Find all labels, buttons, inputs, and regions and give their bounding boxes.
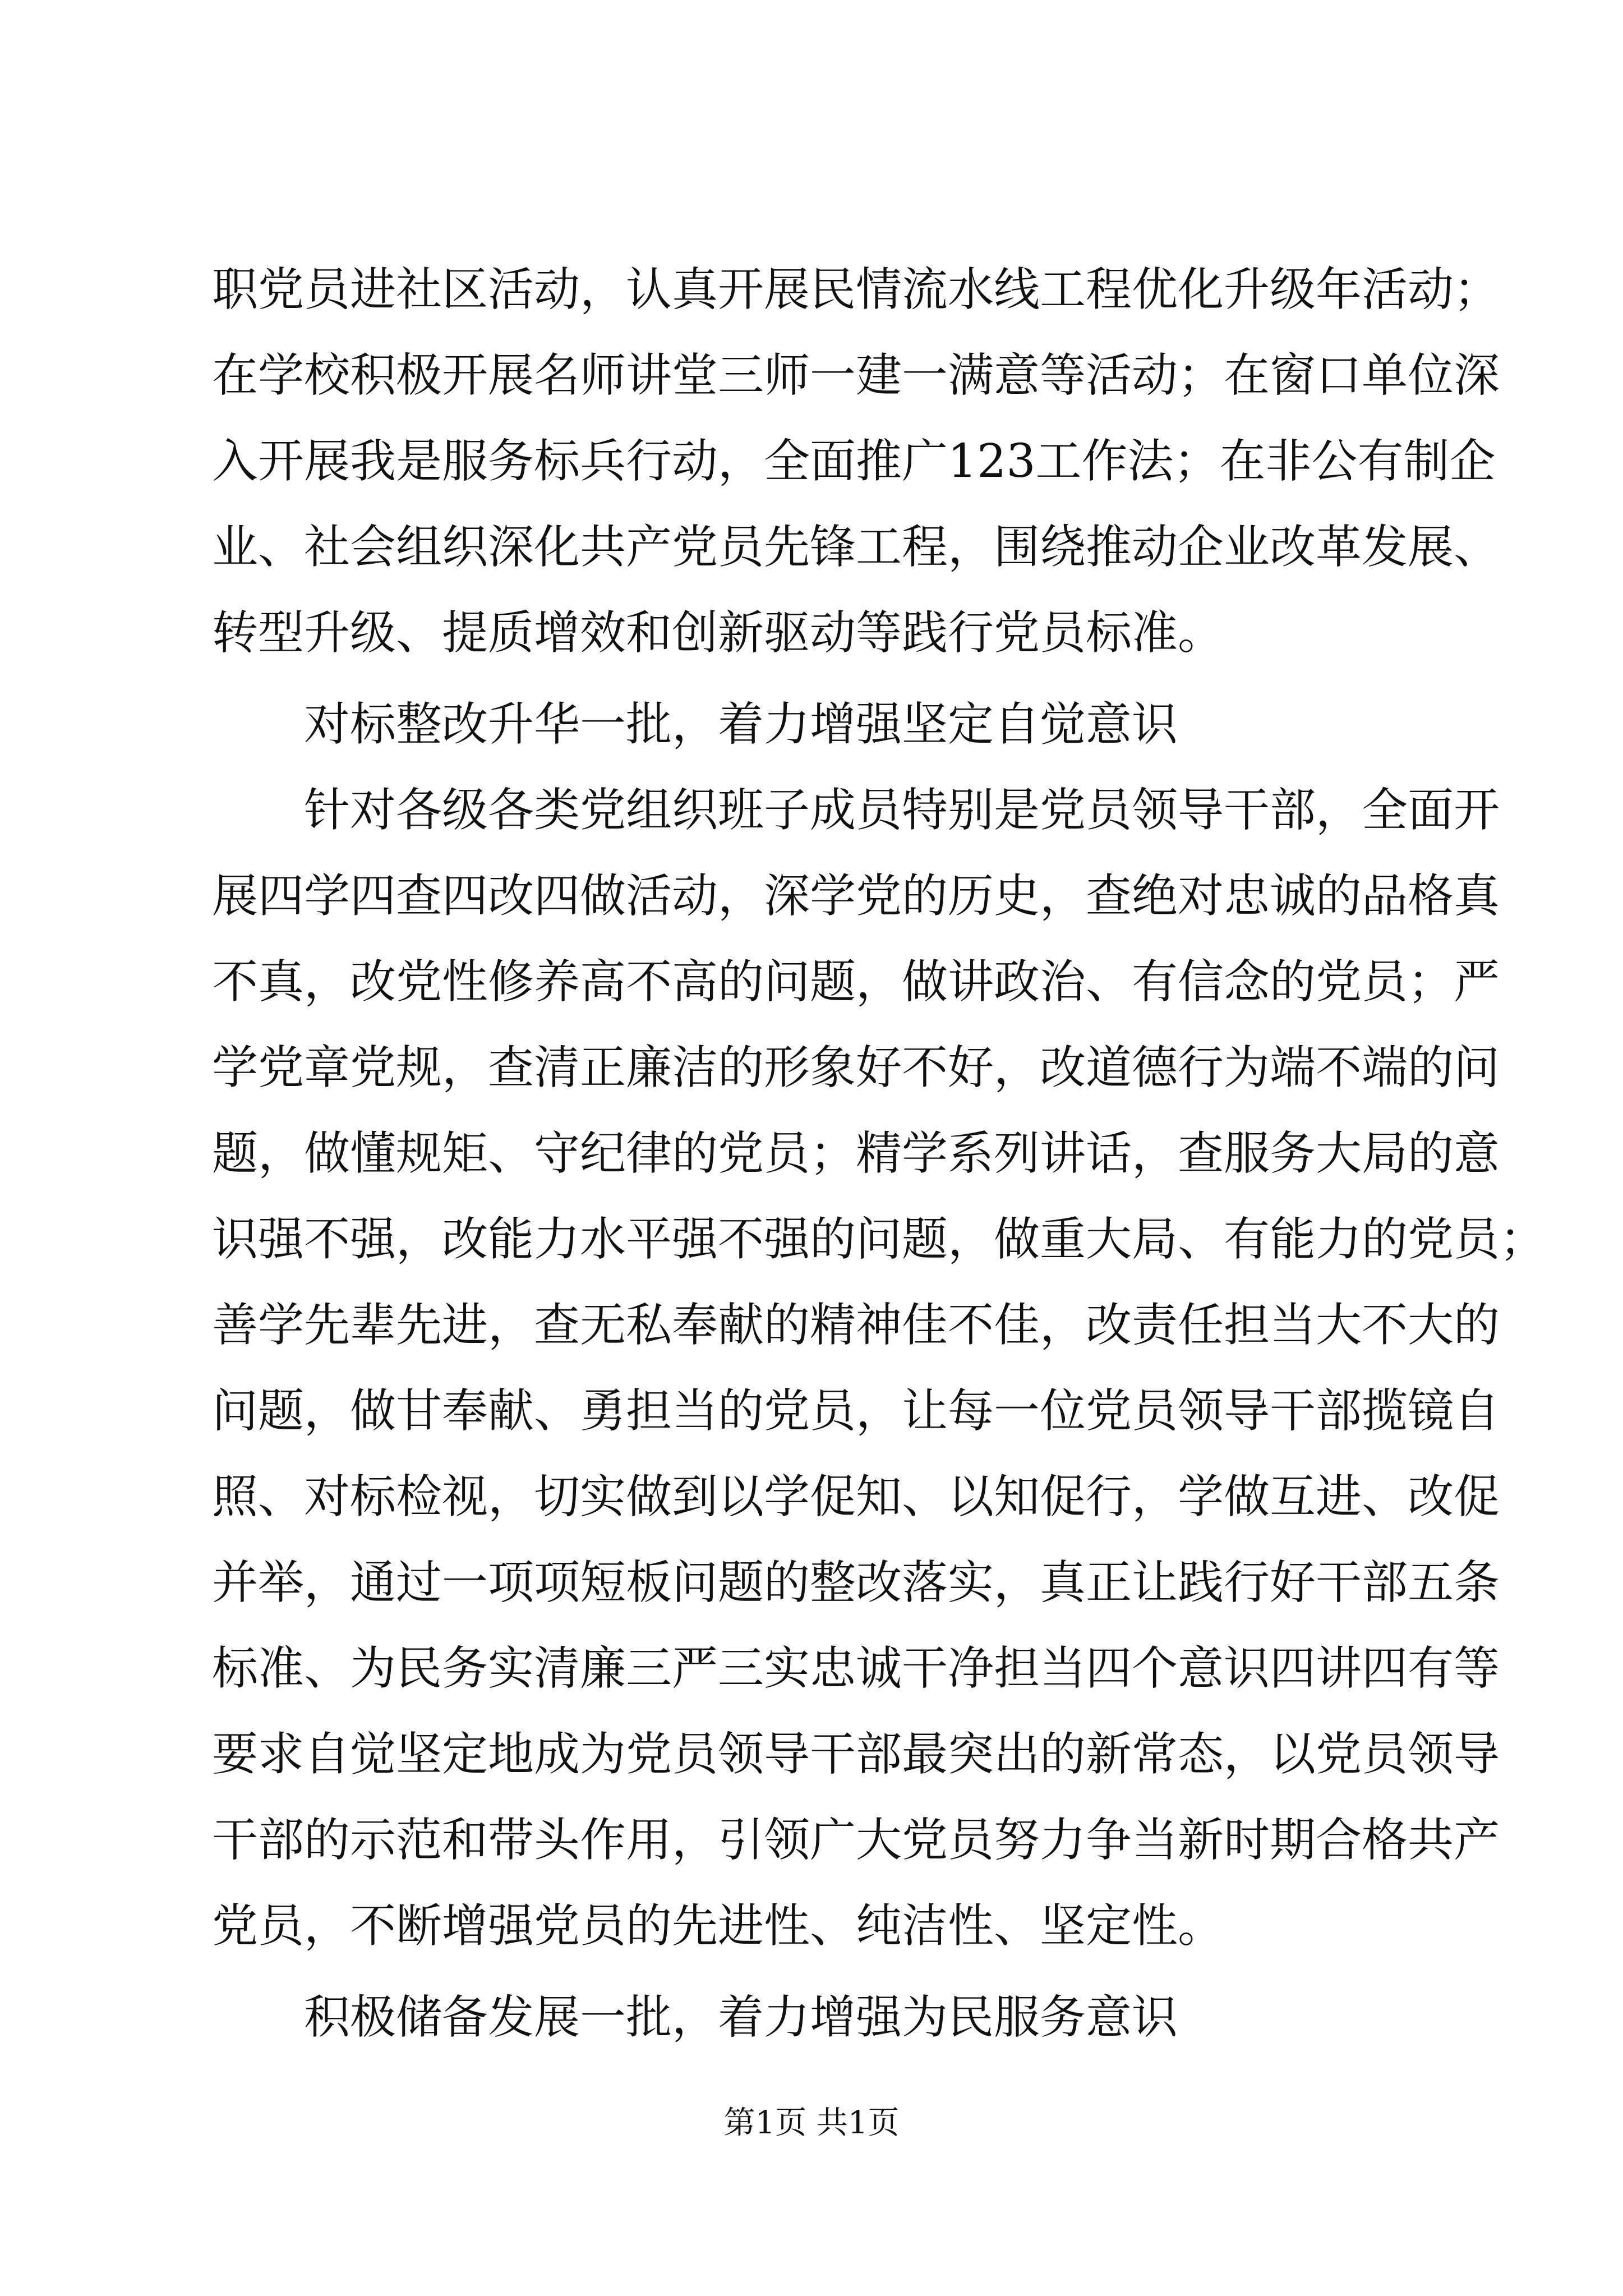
paragraph-line: 不真，改党性修养高不高的问题，做讲政治、有信念的党员；严 [212,955,1500,1009]
paragraph-line: 入开展我是服务标兵行动，全面推广123工作法；在非公有制企 [212,435,1496,488]
paragraph-line: 识强不强，改能力水平强不强的问题，做重大局、有能力的党员； [212,1213,1546,1266]
paragraph-line: 业、社会组织深化共产党员先锋工程，围绕推动企业改革发展、 [212,521,1500,574]
paragraph-line: 照、对标检视，切实做到以学促知、以知促行，学做互进、改促 [212,1470,1500,1524]
section-heading: 积极储备发展一批，着力增强为民服务意识 [304,1991,1178,2044]
paragraph-line: 善学先辈先进，查无私奉献的精神佳不佳，改责任担当大不大的 [212,1299,1500,1352]
paragraph-line: 针对各级各类党组织班子成员特别是党员领导干部，全面开 [304,784,1500,837]
paragraph-line: 转型升级、提质增效和创新驱动等践行党员标准。 [212,606,1224,660]
paragraph-line: 学党章党规，查清正廉洁的形象好不好，改道德行为端不端的问 [212,1041,1500,1094]
paragraph-line: 党员，不断增强党员的先进性、纯洁性、坚定性。 [212,1899,1224,1953]
paragraph-line: 题，做懂规矩、守纪律的党员；精学系列讲话，查服务大局的意 [212,1127,1500,1180]
paragraph-line: 标准、为民务实清廉三严三实忠诚干净担当四个意识四讲四有等 [212,1642,1500,1695]
page-number-footer: 第1页 共1页 [723,2105,900,2141]
paragraph-line: 并举，通过一项项短板问题的整改落实，真正让践行好干部五条 [212,1556,1500,1609]
paragraph-line: 在学校积极开展名师讲堂三师一建一满意等活动；在窗口单位深 [212,349,1500,402]
paragraph-line: 要求自觉坚定地成为党员领导干部最突出的新常态，以党员领导 [212,1728,1500,1781]
section-heading: 对标整改升华一批，着力增强坚定自觉意识 [304,698,1178,751]
document-body [212,247,1546,2060]
paragraph-line: 干部的示范和带头作用，引领广大党员努力争当新时期合格共产 [212,1814,1500,1867]
paragraph-line: 问题，做甘奉献、勇担当的党员，让每一位党员领导干部揽镜自 [212,1384,1500,1438]
paragraph-line: 职党员进社区活动，认真开展民情流水线工程优化升级年活动； [212,263,1500,316]
paragraph-line: 展四学四查四改四做活动，深学党的历史，查绝对忠诚的品格真 [212,869,1500,923]
